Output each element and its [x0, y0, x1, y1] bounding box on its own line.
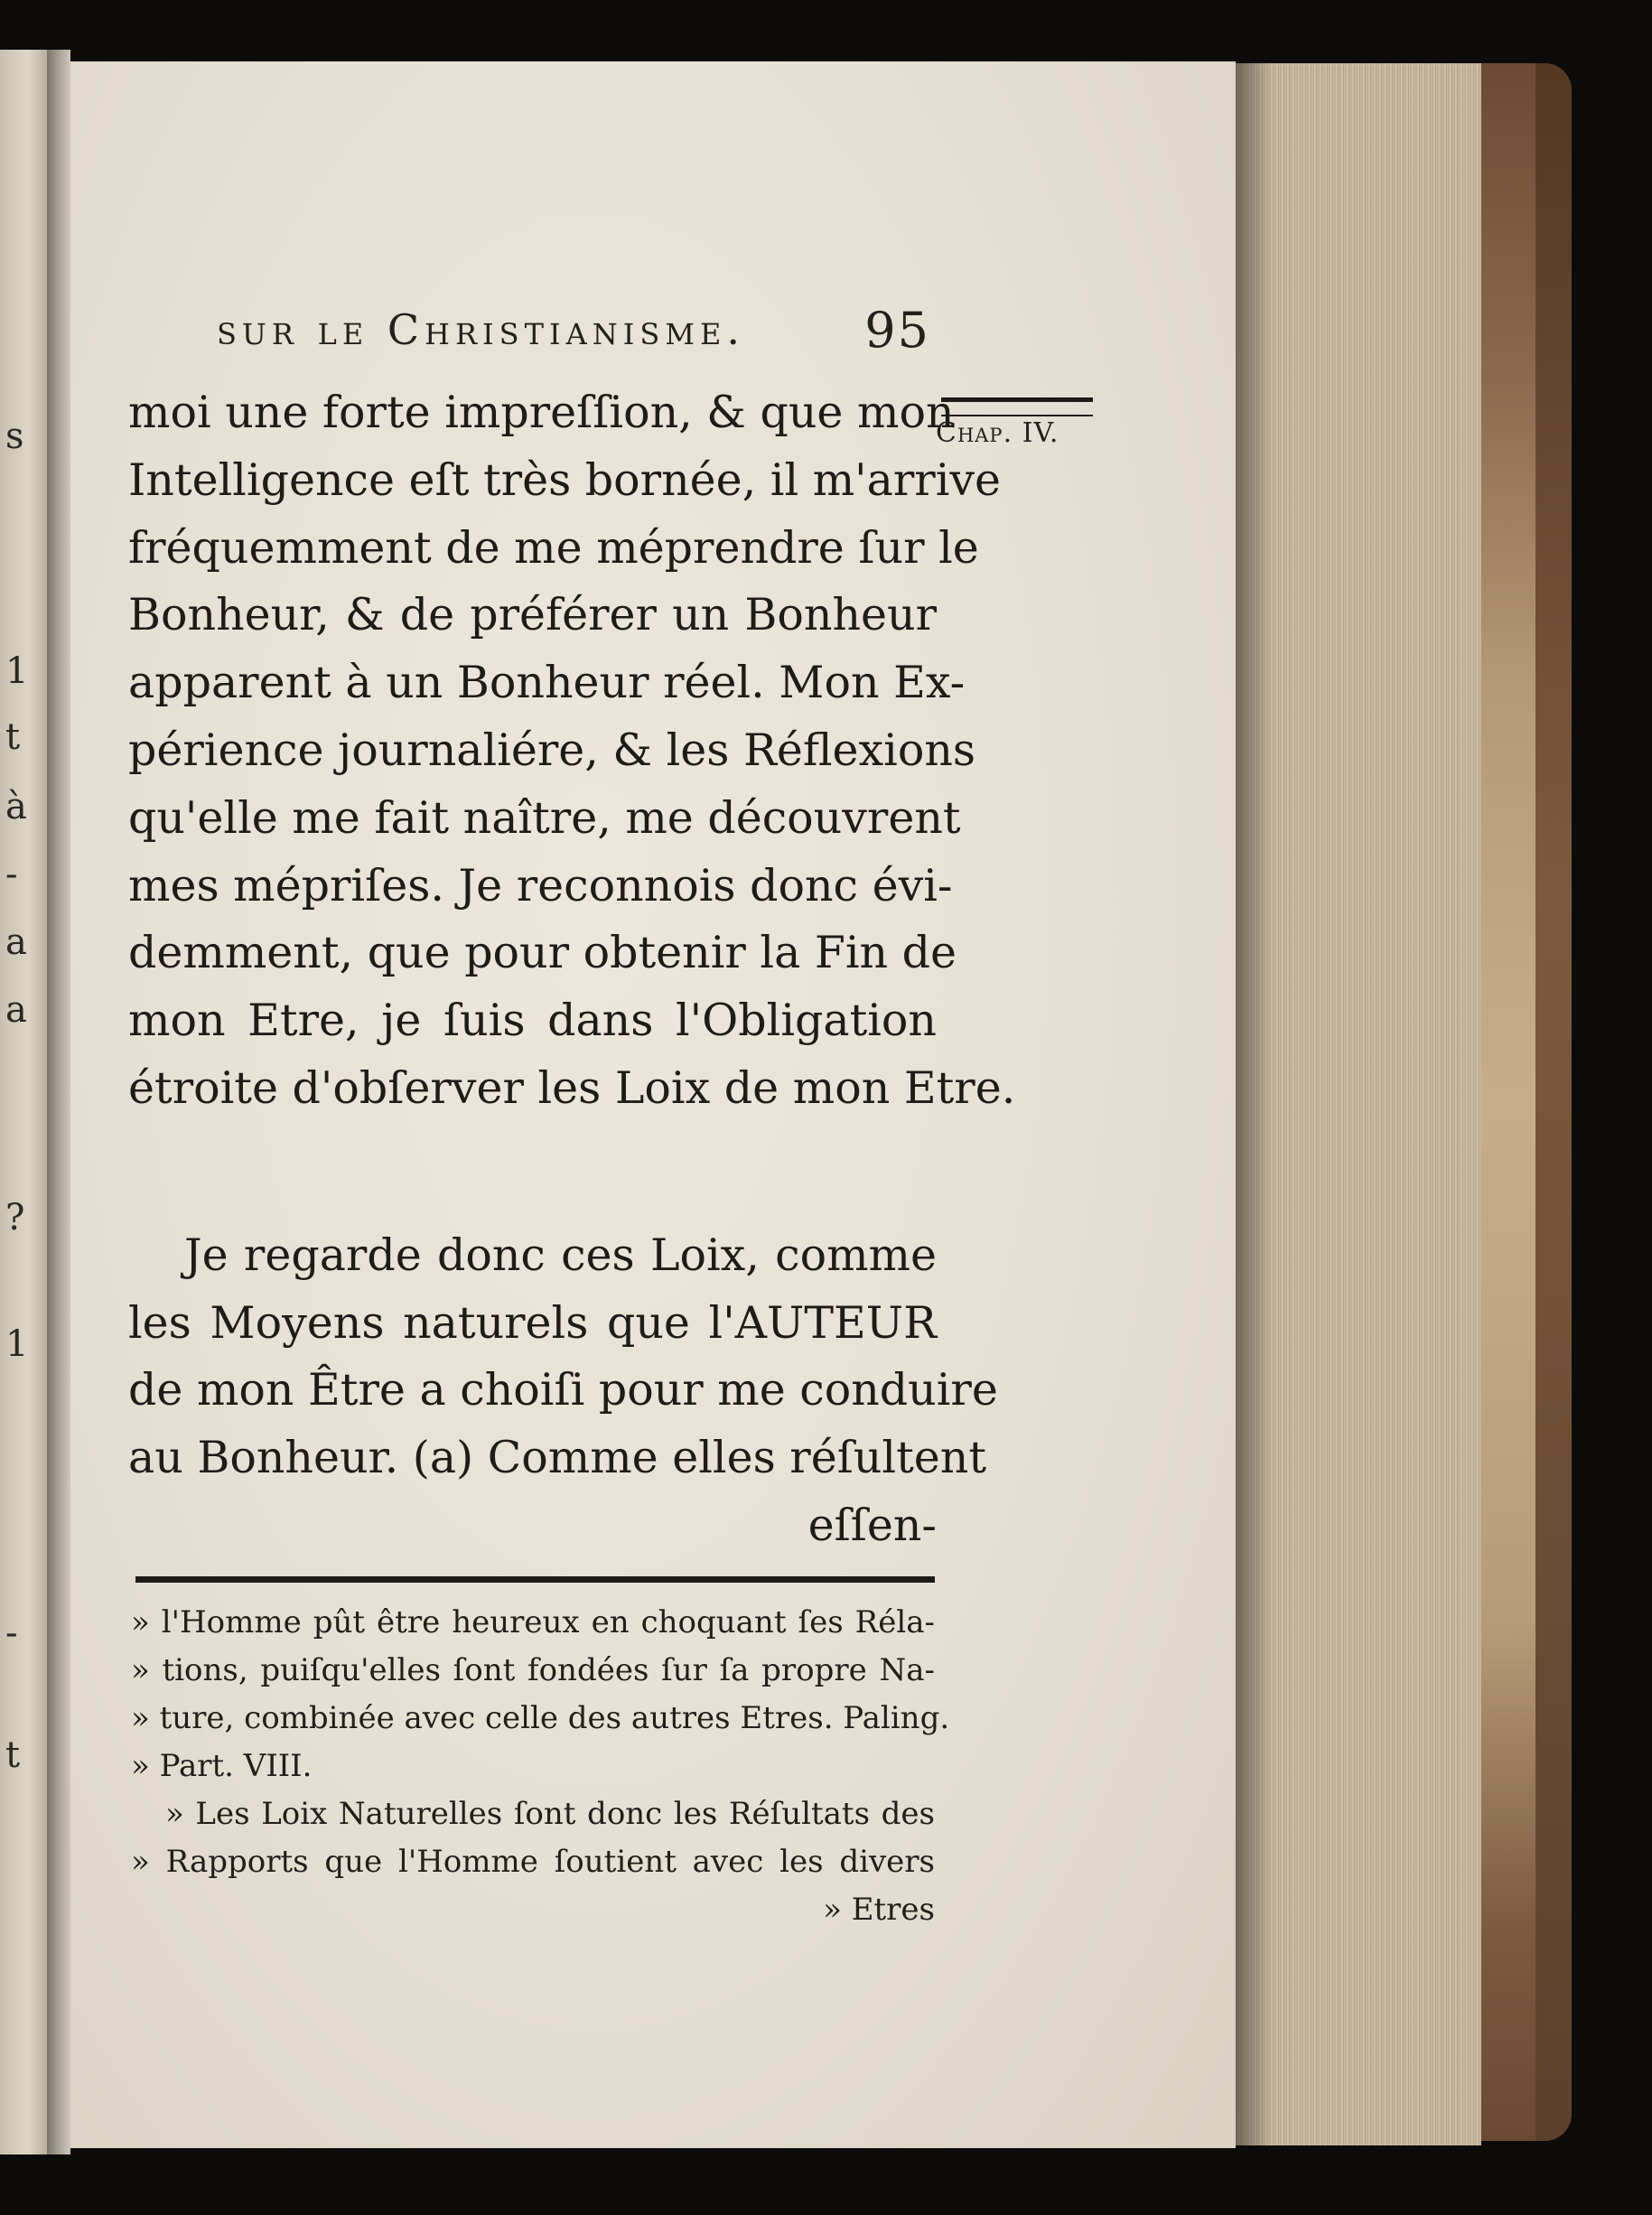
footnote-line: » ture, combinée avec celle des autres Etres. Paling.	[131, 1700, 950, 1736]
page-number: 95	[864, 302, 930, 359]
footnote-line: » l'Homme pût être heureux en choquant ſes Réla-	[131, 1604, 935, 1640]
text-line: mes mépriſes. Je reconnois donc évi-	[128, 859, 953, 911]
page-block-edge	[1236, 63, 1481, 2145]
footnote-line: » Les Loix Naturelles ſont donc les Réſultats des	[165, 1796, 935, 1832]
footnote-line: » Part. VIII.	[131, 1748, 313, 1784]
catchword: eſſen-	[807, 1499, 937, 1551]
page-edge-shadow	[1236, 63, 1272, 2145]
left-fragment: a	[5, 921, 27, 963]
text-line: apparent à un Bonheur réel. Mon Ex-	[128, 657, 966, 709]
left-fragment: t	[5, 1734, 21, 1776]
left-fragment: t	[5, 716, 21, 758]
left-fragment: ?	[5, 1197, 25, 1238]
text-line: fréquemment de me méprendre ſur le	[128, 521, 979, 574]
text-line: au Bonheur. (a) Comme elles réſultent	[128, 1432, 987, 1484]
left-fragment: -	[5, 854, 18, 895]
page-header	[217, 287, 930, 369]
text-line: moi une forte impreſſion, & que mon	[128, 387, 955, 438]
footnote-line: » Rapports que l'Homme ſoutient avec les divers	[131, 1844, 935, 1880]
previous-page-edge	[0, 50, 47, 2154]
text-line: périence journaliére, & les Réflexions	[128, 724, 976, 776]
footnotes	[131, 1599, 950, 1934]
text-line: les Moyens naturels que l'AUTEUR	[128, 1296, 937, 1349]
text-line: mon Etre, je ſuis dans l'Obligation	[128, 995, 937, 1047]
text-line: étroite d'obſerver les Loix de mon Etre.	[128, 1061, 1016, 1114]
left-fragment: 1	[5, 1323, 29, 1365]
chapter-marginal-note: Chap. IV.	[936, 417, 1059, 449]
text-line: demment, que pour obtenir la Fin de	[128, 927, 957, 979]
book-gutter	[47, 50, 70, 2154]
text-line: Bonheur, & de préférer un Bonheur	[128, 589, 937, 641]
left-fragment: 1	[5, 650, 29, 692]
footnote-rule	[135, 1576, 935, 1583]
text-line: qu'elle me fait naître, me découvrent	[128, 791, 961, 844]
text-line: de mon Être a choiſi pour me conduire	[128, 1364, 998, 1416]
left-fragment: -	[5, 1612, 18, 1654]
left-fragment: s	[5, 416, 24, 457]
left-fragment: a	[5, 989, 27, 1031]
text-line: Je regarde donc ces Loix, comme	[184, 1229, 937, 1281]
left-fragment: à	[5, 786, 27, 827]
running-title: sur le Christianisme.	[217, 305, 745, 354]
binding-spine-shadow	[1535, 63, 1572, 2141]
text-line: Intelligence eſt très bornée, il m'arrive	[128, 453, 1002, 506]
footnote-catchword: » Etres	[823, 1892, 935, 1928]
footnote-line: » tions, puiſqu'elles ſont fondées ſur ſa propre Na-	[131, 1652, 935, 1688]
marginal-rule	[941, 397, 1093, 416]
